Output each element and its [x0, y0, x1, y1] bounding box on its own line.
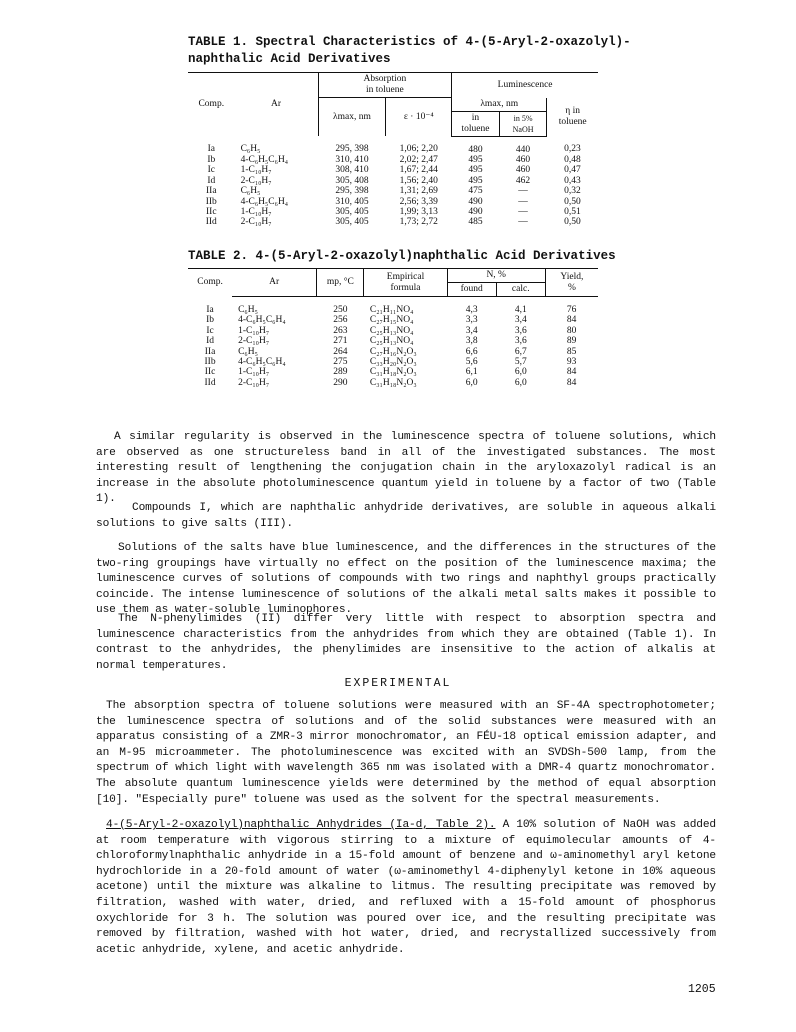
table2-body [188, 297, 598, 389]
table2-cell-comp: Ia [206, 304, 214, 315]
paragraph-2: Compounds I, which are naphthalic anhydride derivatives, are soluble in aqueous alkali solutions to give salts (III). [96, 502, 716, 530]
t2-head-formula [364, 269, 447, 297]
table1-caption-line1: TABLE 1. Spectral Characteristics of 4-(5-Aryl-2-oxazolyl)- [188, 35, 631, 49]
table2-row [188, 357, 598, 367]
table2-cell-yield: 84 [566, 367, 577, 378]
table1-cell-ar: 2-C₁₀H₇ [240, 217, 272, 228]
t1-head-absorption-2: in toluene [366, 85, 404, 95]
table2-cell-formula: C₃₁H₁₈N₂O₃ [369, 377, 417, 388]
table1-cell-naoh: — [518, 186, 528, 197]
table2-cell-formula: C₂₇H₁₅NO₄ [369, 315, 414, 326]
table1-cell-comp: Id [207, 175, 216, 186]
table1-cell-tol: 480 [468, 144, 483, 155]
table1-row [188, 136, 598, 155]
table2-cell-calc: 4,1 [514, 305, 527, 315]
t1-head-eta-2: toluene [558, 116, 587, 127]
table2-cell-calc: 6,0 [514, 377, 527, 388]
t1-head-comp: Comp. [188, 73, 235, 137]
table2-cell-calc: 3,6 [514, 336, 527, 347]
table2 [188, 268, 598, 388]
t2-head-comp: Comp. [188, 269, 232, 297]
table2-cell-ar: C₆H₅ [238, 305, 258, 315]
table1-cell-eps: 1,31; 2,69 [399, 186, 438, 197]
table1-cell-lmax: 310, 410 [335, 154, 369, 165]
table1-cell-eta: 0,51 [564, 206, 581, 217]
table1-cell-lmax: 305, 408 [335, 175, 369, 186]
table2-row [188, 378, 598, 388]
t1-head-ar: Ar [235, 73, 319, 137]
table1-caption-line2: naphthalic Acid Derivatives [188, 52, 391, 66]
paragraph-4: The N-phenylimides (II) differ very little with respect to absorption spectra and luminescence characteristics from the anhydrides from which they are obtained (Table 1). In contrast to the anhydrides, the phenylimides are insensitive to the action of alkalis at normal temperatures. [96, 613, 716, 672]
paragraph-5: The absorption spectra of toluene solutions were measured with an SF-4A spectrophotometer; the luminescence spectra of solutions and of the solid substances were measured with an apparatus consisting of a ZMR-3 mirror monochromator, an FÉU-18 optical emission adapter, and an M-95 microammeter. The photoluminescence was excited with an SVDSh-500 lamp, from the spectrum of which light with wavelength 365 nm was isolated with a DMR-4 quartz monochromator. The absolute quantum luminescence yields were determined by the method of equal absorption [10]. "Especially pure" toluene was used as the solvent for the spectral measurements. [96, 700, 716, 806]
table1-row [188, 165, 598, 175]
table1-cell-tol: 495 [468, 154, 483, 165]
paragraph-3: Solutions of the salts have blue luminescence, and the differences in the structures of the two-ring groupings have virtually no effect on the position of the luminescence maxima; the luminescence curves of solutions of compounds with two rings and naphthyl groups practically coincide. The intense luminescence of solutions of the alkali metal salts makes it possible to use them as water-soluble luminophores. [96, 542, 716, 617]
table2-cell-mp: 290 [333, 377, 348, 388]
table2-row [188, 367, 598, 377]
table1-cell-eta: 0,50 [564, 217, 581, 228]
table1-cell-eta: 0,48 [564, 154, 581, 165]
t2-head-mp: mp, °C [317, 269, 364, 297]
table2-cell-comp: IId [204, 377, 216, 388]
table2-cell-yield: 76 [566, 305, 577, 315]
table2-cell-found: 3,3 [465, 315, 478, 326]
table2-cell-calc: 6,0 [514, 367, 527, 378]
t1-head-lmax: λmax, nm [318, 98, 386, 137]
table1-cell-naoh: 440 [515, 144, 531, 155]
page-number: 1205 [688, 983, 716, 996]
table1-cell-comp: IIc [206, 206, 217, 217]
table2-cell-formula: C₃₁H₁₈N₂O₃ [369, 367, 417, 378]
table1-cell-eps: 1,06; 2,20 [399, 144, 438, 155]
table2-cell-found: 6,1 [465, 367, 478, 378]
table2-cell-formula: C₂₇H₁₆N₂O₃ [369, 346, 417, 357]
table2-cell-ar: C₆H₅ [238, 346, 258, 357]
table2-cell-yield: 84 [566, 315, 577, 326]
table1-cell-ar: C₆H₅ [240, 144, 261, 155]
table1-cell-lmax: 305, 405 [335, 206, 369, 217]
table2-cell-mp: 256 [333, 315, 348, 326]
table1-cell-naoh: — [518, 206, 528, 217]
table2-cell-yield: 89 [566, 336, 577, 347]
table2-cell-found: 3,8 [465, 336, 478, 347]
table1-cell-ar: 4-C₆H₅C₆H₄ [240, 196, 289, 207]
t1-head-lmax-nm: λmax, nm [452, 98, 547, 112]
t1-head-eta-1: η in [565, 105, 581, 116]
paragraph-6 [96, 818, 716, 958]
t2-head-found: found [447, 283, 496, 297]
table1-cell-tol: 490 [468, 196, 483, 207]
table1-row [188, 186, 598, 196]
paragraph-6-text: A 10% solution of NaOH was added at room temperature with vigorous stirring to a mixture of equimolecular amounts of 4-chloroformylnaphthalic anhydride in a 15-fold amount of benzene and ω-aminomethyl aryl ketone hydrochloride in a 20-fold amount of water (ω-aminomethyl 4-diphenylyl ketone in 10% aqueous acetone) until the mixture was alkaline to litmus. The resulting precipitate was removed by filtration, washed with water, dried, and refluxed with a 15-fold amount of phosphorus oxychloride for 3 h. The solution was poured over ice, and the resulting precipitate was removed by filtration, washed with hot water, dried, and recrystallized successively from acetic anhydride, xylene, and acetic anhydride. [96, 819, 716, 956]
table2-cell-formula: C₂₁H₁₁NO₄ [369, 305, 414, 315]
table1-cell-lmax: 295, 398 [335, 144, 369, 155]
table2-cell-comp: IIa [204, 346, 216, 357]
table1-cell-ar: 2-C₁₀H₇ [240, 175, 272, 186]
table2-cell-calc: 3,6 [514, 325, 527, 336]
table2-cell-comp: IIc [204, 367, 216, 378]
table2-cell-found: 4,3 [465, 305, 478, 315]
table1-row [188, 197, 598, 207]
table2-cell-mp: 264 [333, 346, 348, 357]
table1-cell-eps: 1,67; 2,44 [399, 165, 438, 176]
table1-cell-comp: Ia [207, 144, 215, 155]
table2-cell-formula: C₂₅H₁₃NO₄ [369, 325, 414, 336]
table2-cell-found: 6,0 [465, 377, 478, 388]
table2-cell-found: 5,6 [465, 357, 478, 368]
table1-cell-ar: 1-C₁₀H₇ [240, 206, 272, 217]
table1-cell-lmax: 308, 410 [335, 165, 369, 176]
table2-cell-found: 3,4 [465, 325, 478, 336]
table2-cell-calc: 5,7 [514, 357, 527, 368]
paragraph-6-title: 4-(5-Aryl-2-oxazolyl)naphthalic Anhydrides (Ia-d, Table 2). [106, 819, 496, 831]
table1-cell-eps: 1,73; 2,72 [399, 217, 438, 228]
table2-cell-formula: C₃₃H₂₀N₂O₃ [369, 357, 417, 368]
table2-row [188, 297, 598, 316]
table1-cell-eta: 0,23 [564, 144, 581, 155]
table2-cell-mp: 250 [333, 305, 348, 315]
table1-cell-eps: 2,56; 3,39 [399, 196, 438, 207]
table2-cell-comp: Ic [206, 325, 214, 336]
t1-head-in-naoh [499, 111, 547, 136]
table2-cell-mp: 275 [333, 357, 348, 368]
table2-cell-ar: 2-C₁₀H₇ [238, 336, 270, 347]
table2-cell-ar: 2-C₁₀H₇ [238, 377, 270, 388]
t1-head-eps: ε · 10⁻⁴ [386, 98, 452, 137]
table2-row [188, 336, 598, 346]
t1-head-in-toluene [452, 111, 500, 136]
t2-head-formula-2: formula [390, 282, 421, 293]
table1-cell-tol: 475 [468, 186, 483, 197]
table2-cell-yield: 80 [566, 325, 577, 336]
table1 [188, 72, 598, 228]
t2-head-n: N, % [447, 269, 545, 283]
table1-cell-comp: Ic [207, 165, 215, 176]
t1-head-in-toluene-1: in [471, 112, 480, 123]
table1-cell-naoh: 462 [515, 175, 531, 186]
t2-head-ar: Ar [232, 269, 317, 297]
table2-cell-comp: Ib [206, 315, 214, 326]
table2-cell-ar: 4-C₆H₅C₆H₄ [238, 315, 286, 326]
table2-cell-formula: C₂₅H₁₃NO₄ [369, 336, 414, 347]
t1-head-in-naoh-1: in 5% [513, 113, 533, 123]
t1-head-luminescence: Luminescence [452, 73, 598, 98]
table1-cell-lmax: 295, 398 [335, 186, 369, 197]
t1-head-absorption-1: Absorption [363, 74, 407, 84]
t1-head-in-naoh-2: NaOH [512, 124, 534, 134]
table1-cell-naoh: — [518, 217, 528, 228]
table2-cell-calc: 3,4 [514, 315, 527, 326]
table2-cell-found: 6,6 [465, 346, 478, 357]
t2-head-yield-1: Yield, [560, 271, 584, 282]
table2-cell-mp: 289 [333, 367, 348, 378]
table2-cell-comp: Id [206, 336, 214, 347]
table2-row [188, 326, 598, 336]
table1-cell-eta: 0,50 [564, 196, 581, 207]
table2-cell-ar: 1-C₁₀H₇ [238, 367, 270, 378]
table1-row [188, 217, 598, 227]
table1-cell-ar: 4-C₆H₅C₆H₄ [240, 154, 289, 165]
table1-cell-ar: 1-C₁₀H₇ [240, 165, 272, 176]
table1-cell-eps: 1,56; 2,40 [399, 175, 438, 186]
table1-cell-comp: IIb [205, 196, 217, 207]
table2-caption: TABLE 2. 4-(5-Aryl-2-oxazolyl)naphthalic Acid Derivatives [188, 249, 616, 263]
table2-cell-ar: 4-C₆H₅C₆H₄ [238, 357, 286, 368]
table2-cell-yield: 93 [566, 357, 577, 368]
table1-cell-naoh: 460 [515, 154, 531, 165]
table2-cell-mp: 263 [333, 325, 348, 336]
t1-head-in-toluene-2: toluene [461, 123, 490, 134]
table1-cell-naoh: 460 [515, 165, 531, 176]
table1-row [188, 155, 598, 165]
table2-cell-yield: 84 [566, 377, 577, 388]
table1-caption [188, 34, 631, 68]
table2-cell-calc: 6,7 [514, 346, 527, 357]
t1-head-absorption [318, 73, 452, 98]
table1-cell-naoh: — [518, 196, 528, 207]
table2-cell-comp: IIb [204, 357, 216, 368]
t1-head-eta [547, 98, 598, 137]
table1-cell-eta: 0,47 [564, 165, 581, 176]
table1-cell-comp: Ib [207, 154, 216, 165]
paragraph-1: A similar regularity is observed in the luminescence spectra of toluene solutions, which are observed as one structureless band in all of the investigated substances. The most interesting result of lengthening the conjugation chain in the aryloxazolyl radical is an increase in the absolute photoluminescence quantum yield in toluene by a factor of two (Table 1). [96, 431, 716, 506]
t2-head-yield [545, 269, 598, 297]
table2-row [188, 315, 598, 325]
table1-cell-eta: 0,43 [564, 175, 581, 186]
table1-cell-comp: IId [205, 217, 217, 228]
table1-cell-tol: 495 [468, 165, 483, 176]
table1-cell-tol: 485 [468, 217, 483, 228]
table1-cell-eta: 0,32 [564, 186, 581, 197]
table1-row [188, 176, 598, 186]
table1-cell-eps: 1,99; 3,13 [399, 206, 438, 217]
table2-cell-mp: 271 [333, 336, 348, 347]
table1-row [188, 207, 598, 217]
t2-head-calc: calc. [496, 283, 545, 297]
section-heading-experimental: EXPERIMENTAL [344, 677, 452, 690]
table1-cell-tol: 490 [468, 206, 483, 217]
table2-cell-ar: 1-C₁₀H₇ [238, 325, 270, 336]
table1-cell-lmax: 310, 405 [335, 196, 369, 207]
table1-cell-tol: 495 [468, 175, 483, 186]
t2-head-yield-2: % [567, 282, 576, 293]
table1-cell-comp: IIa [206, 186, 217, 197]
table1-cell-eps: 2,02; 2,47 [399, 154, 438, 165]
table1-body [188, 136, 598, 228]
table1-cell-lmax: 305, 405 [335, 217, 369, 228]
table1-cell-ar: C₆H₅ [240, 186, 261, 197]
table2-row [188, 347, 598, 357]
t2-head-formula-1: Empirical [386, 271, 425, 282]
table2-cell-yield: 85 [566, 346, 577, 357]
